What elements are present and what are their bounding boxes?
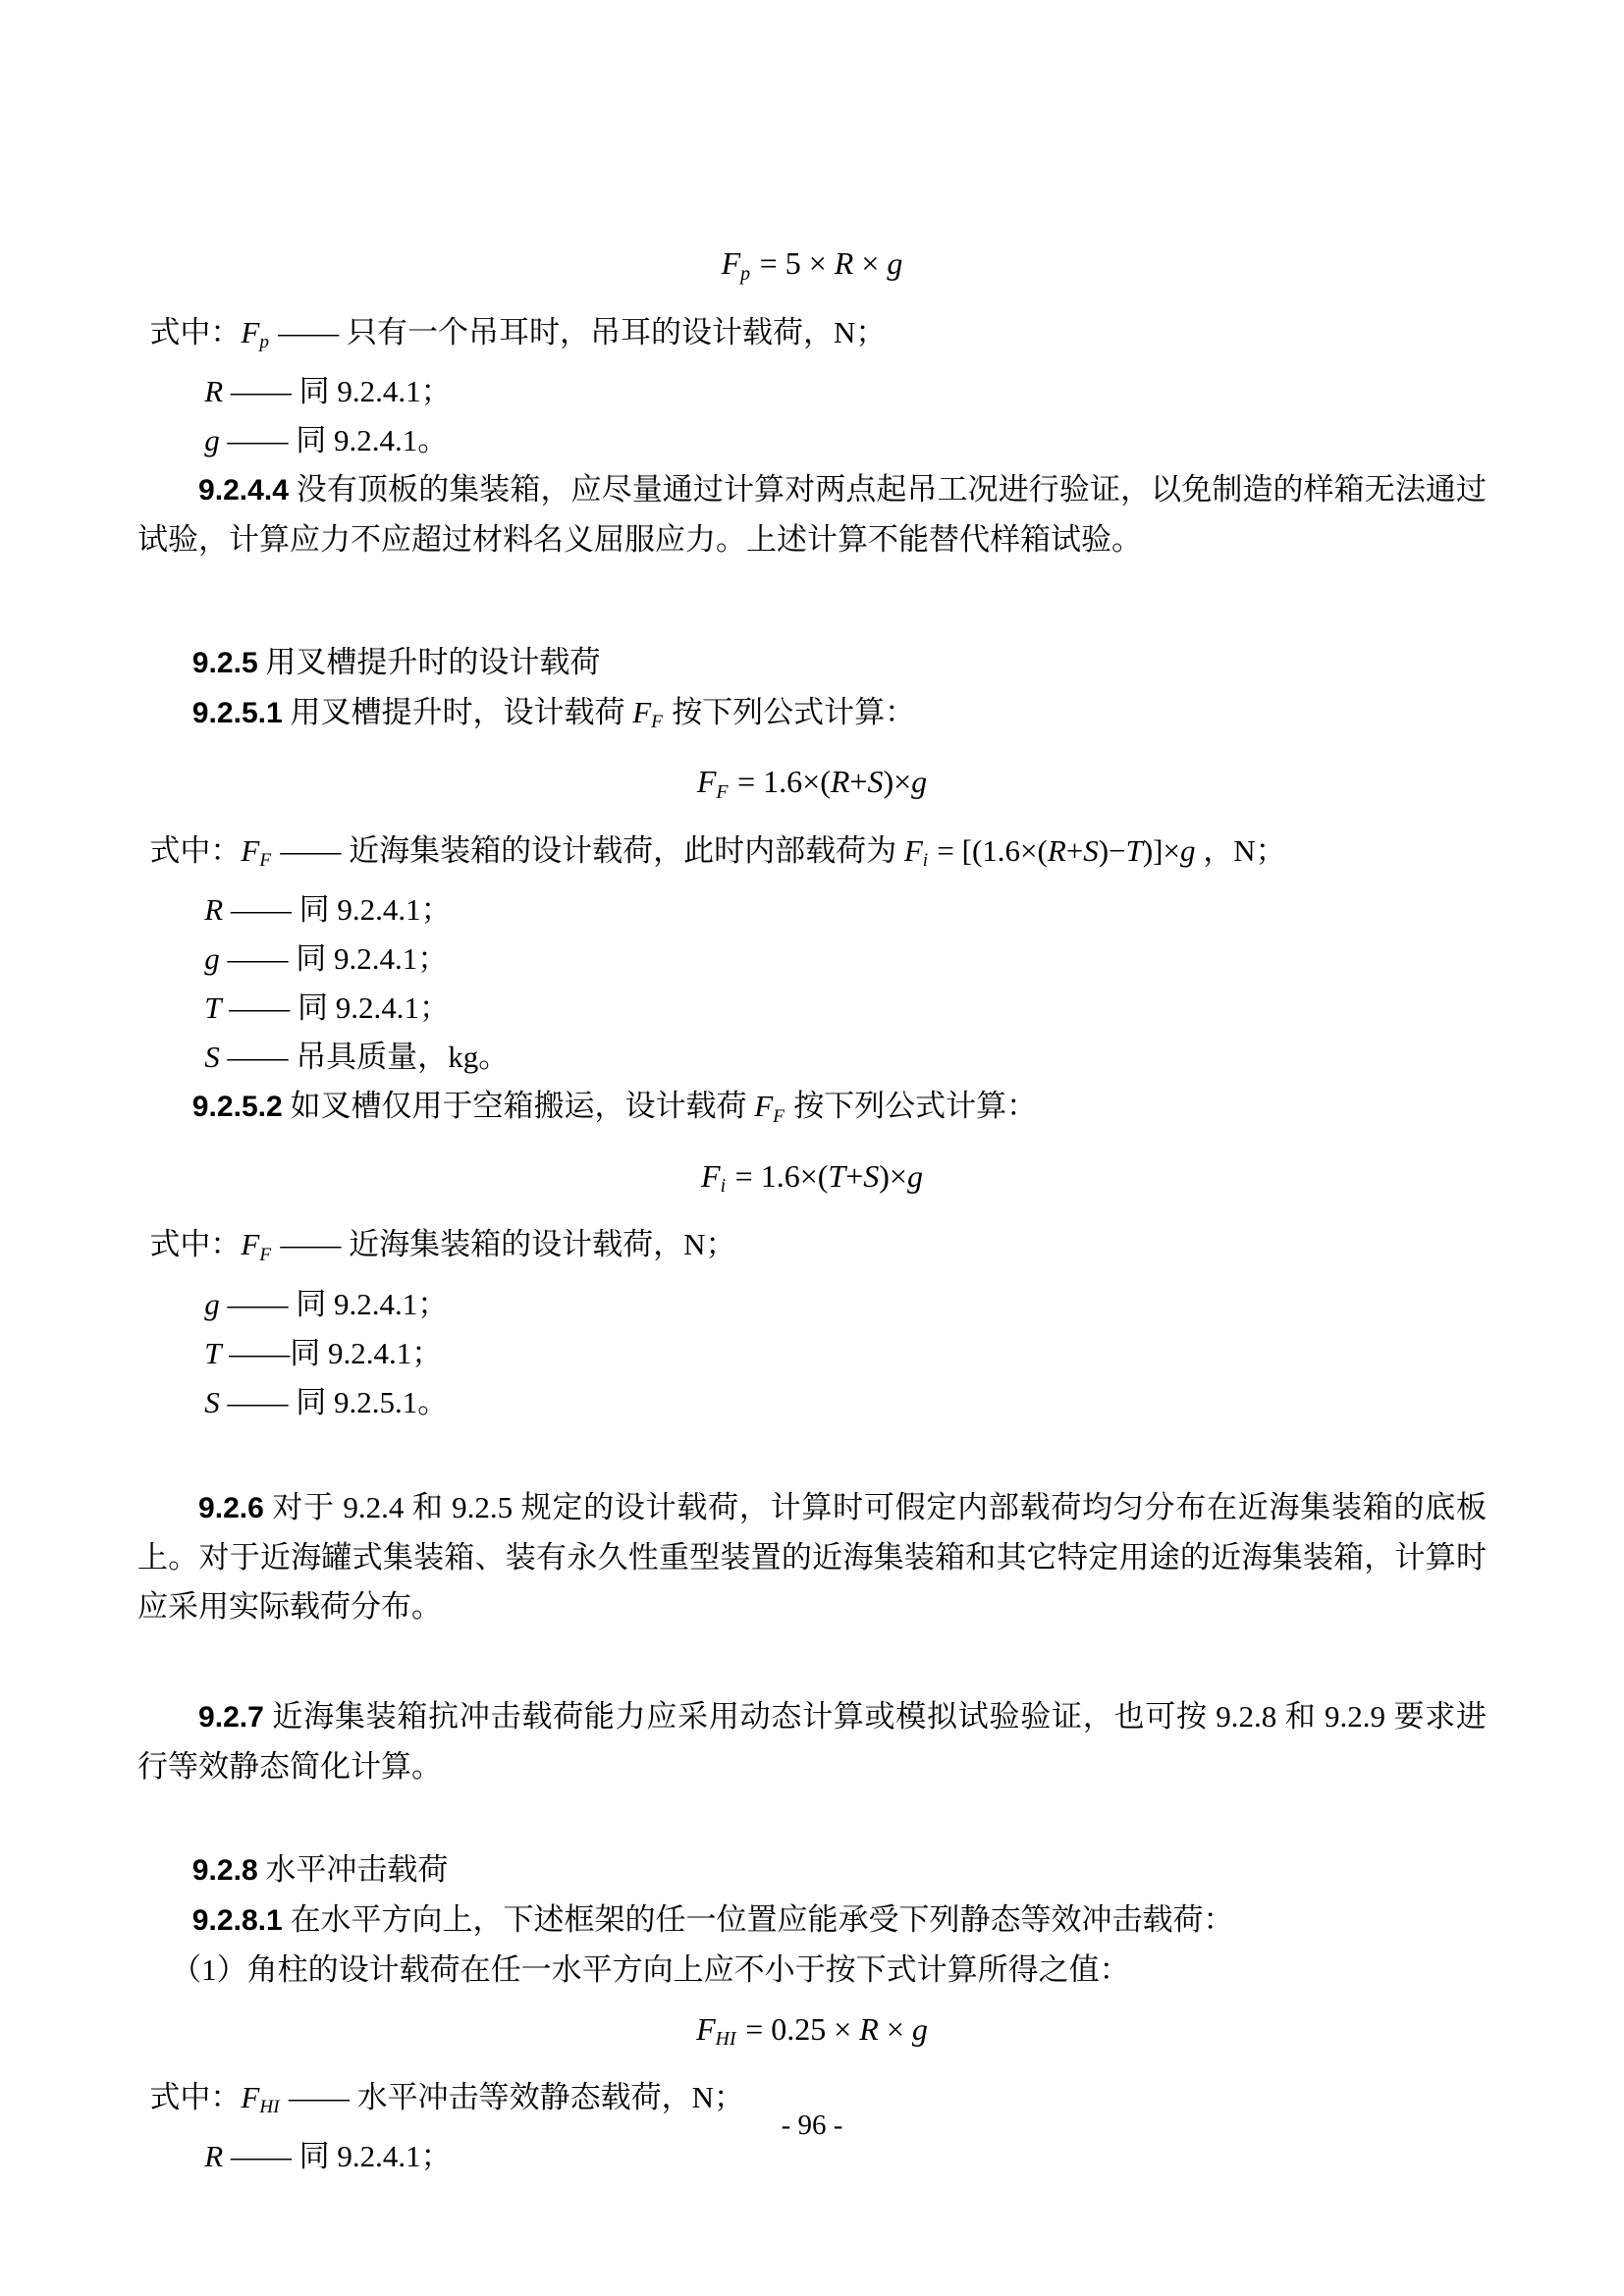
text-it: F xyxy=(696,764,717,800)
text-secnum: 9.2.5.1 xyxy=(191,696,283,729)
text-rm: N xyxy=(691,2080,715,2115)
text-rm: 9.2.4.1 xyxy=(337,2139,421,2174)
text-rm: N xyxy=(683,1227,706,1262)
para-9-2-6 xyxy=(137,1483,1487,1631)
text-rm: 9.2.9 xyxy=(1325,1698,1386,1734)
spacer-3 xyxy=(137,1631,1487,1692)
text-it: F xyxy=(241,314,260,349)
text-cn: 式中： xyxy=(149,1227,242,1262)
text-cn: 式中： xyxy=(149,832,242,868)
text-it: g xyxy=(204,422,220,457)
clause-9-2-8-1 xyxy=(137,1896,1487,1946)
document-body xyxy=(137,0,1487,2181)
text-cn: —— xyxy=(272,832,350,868)
text-rm: + xyxy=(849,764,868,800)
text-secnum: 9.2.8.1 xyxy=(191,1903,283,1937)
formula-ff xyxy=(137,757,1487,817)
text-it: R xyxy=(204,892,224,928)
text-cn: 和 xyxy=(1276,1698,1326,1734)
text-rm: 9.2.4.1 xyxy=(333,1286,418,1321)
text-cn: 水平冲击载荷 xyxy=(257,1851,449,1887)
text-rm: 9.2.4.1 xyxy=(333,422,418,457)
text-sub: F xyxy=(716,780,729,803)
text-it: g xyxy=(911,764,928,800)
list-item-1 xyxy=(137,1946,1487,1995)
def-r-2 xyxy=(137,885,1487,934)
text-cn: ； xyxy=(411,1335,443,1370)
text-cn: 只有一个吊耳时，吊耳的设计载荷， xyxy=(346,314,834,349)
text-cn: （1）角柱的设计载荷在任一水平方向上应不小于按下式计算所得之值： xyxy=(171,1951,1130,1987)
text-it: g xyxy=(204,941,220,977)
text-it: F xyxy=(721,245,741,281)
formula-fp xyxy=(137,239,1487,298)
text-cn: ； xyxy=(420,892,452,928)
text-cn: ； xyxy=(855,314,887,349)
text-it: S xyxy=(1083,832,1099,868)
text-rm: 9.2.4.1 xyxy=(335,990,419,1026)
text-it: F xyxy=(632,694,652,729)
text-rm: )]× xyxy=(1142,832,1180,868)
text-cn: 用叉槽提升时的设计载荷 xyxy=(257,644,601,679)
text-rm: = 1.6×( xyxy=(730,764,831,800)
text-secnum: 9.2.8 xyxy=(191,1853,258,1887)
heading-9-2-5 xyxy=(137,638,1487,688)
text-cn: —— 同 xyxy=(223,892,338,928)
text-secnum: 9.2.5 xyxy=(191,646,258,679)
text-rm: 9.2.4.1 xyxy=(337,373,421,408)
text-cn: —— 同 xyxy=(221,990,336,1026)
text-rm: 9.2.4.1 xyxy=(337,892,421,928)
text-it: g xyxy=(906,1157,923,1194)
def-g-3 xyxy=(137,1280,1487,1329)
text-sub: F xyxy=(651,712,663,733)
text-rm: )− xyxy=(1098,832,1126,868)
text-rm: 9.2.8 xyxy=(1216,1698,1277,1734)
text-it: T xyxy=(828,1157,846,1194)
text-it: F xyxy=(241,1227,260,1262)
text-sub: p xyxy=(259,331,269,352)
text-cn: 水平冲击等效静态载荷， xyxy=(356,2080,692,2115)
def-s-2 xyxy=(137,1378,1487,1427)
text-cn: 对于 xyxy=(263,1489,344,1524)
text-it: g xyxy=(887,245,903,281)
text-cn: 近海集装箱的设计载荷，此时内部载荷为 xyxy=(349,832,904,868)
text-cn: ， xyxy=(1195,832,1234,868)
text-cn: —— 吊具质量， xyxy=(219,1040,449,1075)
def-g-2 xyxy=(137,934,1487,984)
text-it: F xyxy=(241,2080,260,2115)
text-it: F xyxy=(696,2010,716,2047)
text-it: F xyxy=(241,832,260,868)
text-it: T xyxy=(204,1335,222,1370)
text-cn: 和 xyxy=(404,1489,453,1524)
text-cn: 要求进行等效静态简化计算。 xyxy=(137,1698,1488,1784)
text-sub: F xyxy=(259,850,272,872)
text-cn: —— 同 xyxy=(219,1286,334,1321)
text-it: F xyxy=(701,1157,721,1194)
text-cn: 。 xyxy=(417,1384,449,1419)
para-9-2-4-4 xyxy=(137,465,1487,564)
text-cn: 用叉槽提升时，设计载荷 xyxy=(282,694,633,729)
text-it: g xyxy=(1179,832,1196,868)
text-cn: ； xyxy=(714,2080,745,2115)
text-rm: + xyxy=(1065,832,1084,868)
text-secnum: 9.2.7 xyxy=(198,1700,264,1734)
text-it: R xyxy=(859,2010,879,2047)
text-cn: 按下列公式计算： xyxy=(664,694,916,729)
text-cn: 近海集装箱的设计载荷， xyxy=(349,1227,684,1262)
text-cn: 如叉槽仅用于空箱搬运，设计载荷 xyxy=(282,1089,755,1124)
text-cn: ； xyxy=(418,990,450,1026)
text-cn: —— xyxy=(272,1227,350,1262)
text-rm: N xyxy=(833,314,856,349)
text-it: R xyxy=(1047,832,1066,868)
def-t-2 xyxy=(137,1329,1487,1378)
def-s-1 xyxy=(137,1033,1487,1082)
where-clause-ff xyxy=(137,827,1487,885)
text-rm: = 0.25 × xyxy=(737,2010,860,2047)
text-cn: 近海集装箱抗冲击载荷能力应采用动态计算或模拟试验验证，也可按 xyxy=(263,1698,1217,1734)
text-cn: 式中： xyxy=(149,314,242,349)
spacer-4 xyxy=(137,1791,1487,1845)
text-it: R xyxy=(830,764,850,800)
clause-9-2-5-1 xyxy=(137,688,1487,747)
text-sub: F xyxy=(259,1244,272,1265)
text-cn: 在水平方向上，下述框架的任一位置应能承受下列静态等效冲击载荷： xyxy=(282,1901,1234,1937)
text-it: S xyxy=(867,764,884,800)
text-it: F xyxy=(754,1089,774,1124)
text-rm: = [(1.6×( xyxy=(929,832,1048,868)
text-it: T xyxy=(204,990,222,1026)
formula-fhi xyxy=(137,2004,1487,2064)
text-cn: —— xyxy=(281,2080,357,2115)
text-secnum: 9.2.4.4 xyxy=(198,473,289,507)
text-cn: —— 同 xyxy=(223,2139,338,2174)
text-rm: = 1.6×( xyxy=(727,1157,829,1194)
text-cn: 式中： xyxy=(149,2080,242,2115)
text-rm: 9.2.5.1 xyxy=(333,1384,418,1419)
text-sub: HI xyxy=(715,2028,736,2051)
text-rm: × xyxy=(853,245,888,281)
heading-9-2-8 xyxy=(137,1845,1487,1896)
where-clause-ff-2 xyxy=(137,1220,1487,1279)
text-cn: ； xyxy=(417,941,449,977)
text-cn: —— xyxy=(270,314,347,349)
def-g-1 xyxy=(137,416,1487,465)
page-number: - 96 - xyxy=(781,2109,843,2141)
text-it: S xyxy=(863,1157,880,1194)
text-sub: F xyxy=(773,1105,785,1127)
text-rm: = 5 × xyxy=(751,245,835,281)
text-cn: ； xyxy=(417,1286,449,1321)
text-secnum: 9.2.5.2 xyxy=(191,1091,283,1124)
spacer-1 xyxy=(137,564,1487,638)
text-rm: 9.2.4 xyxy=(343,1489,405,1524)
text-rm: 9.2.4.1 xyxy=(333,941,418,977)
text-cn: 规定的设计载荷，计算时可假定内部载荷均匀分布在近海集装箱的底板上。对于近海罐式集装箱、装有永久性重型装置的近海集装箱和其它特定用途的近海集装箱，计算时应采用实际载荷分布。 xyxy=(137,1489,1488,1624)
text-rm: + xyxy=(845,1157,864,1194)
text-cn: ——同 xyxy=(221,1335,328,1370)
text-cn: 。 xyxy=(417,422,449,457)
clause-9-2-5-2 xyxy=(137,1082,1487,1141)
text-it: R xyxy=(834,245,854,281)
text-rm: )× xyxy=(879,1157,907,1194)
text-it: g xyxy=(204,1286,220,1321)
text-secnum: 9.2.6 xyxy=(198,1491,264,1524)
text-it: F xyxy=(903,832,923,868)
text-sub: HI xyxy=(259,2097,280,2118)
text-cn: —— 同 xyxy=(219,422,334,457)
text-sub: p xyxy=(740,262,751,285)
text-cn: —— 同 xyxy=(223,373,338,408)
text-it: g xyxy=(911,2010,928,2047)
text-it: S xyxy=(204,1040,220,1075)
text-cn: —— 同 xyxy=(219,941,334,977)
text-cn: 按下列公式计算： xyxy=(785,1089,1038,1124)
text-rm: 9.2.4.1 xyxy=(327,1335,412,1370)
para-9-2-7 xyxy=(137,1692,1487,1791)
text-it: R xyxy=(204,2139,224,2174)
spacer-2 xyxy=(137,1427,1487,1483)
text-rm: kg xyxy=(448,1040,479,1075)
text-sub: i xyxy=(720,1175,727,1198)
text-rm: )× xyxy=(883,764,912,800)
text-cn: —— 同 xyxy=(219,1384,334,1419)
text-it: T xyxy=(1125,832,1143,868)
text-sub: i xyxy=(922,850,929,872)
text-rm: N xyxy=(1233,832,1256,868)
text-rm: × xyxy=(878,2010,912,2047)
text-it: S xyxy=(204,1384,220,1419)
text-cn: 没有顶板的集装箱，应尽量通过计算对两点起吊工况进行验证，以免制造的样箱无法通过试验，计算应力不应超过材料名义屈服应力。上述计算不能替代样箱试验。 xyxy=(137,471,1487,557)
where-clause-fp xyxy=(137,308,1487,367)
text-cn: 。 xyxy=(478,1040,510,1075)
text-cn: ； xyxy=(1255,832,1286,868)
def-r-1 xyxy=(137,367,1487,416)
text-it: R xyxy=(204,373,224,408)
text-cn: ； xyxy=(705,1227,736,1262)
def-t-1 xyxy=(137,984,1487,1033)
text-cn: ； xyxy=(420,373,452,408)
text-cn: ； xyxy=(420,2139,452,2174)
formula-fi xyxy=(137,1151,1487,1211)
text-rm: 9.2.5 xyxy=(452,1489,514,1524)
